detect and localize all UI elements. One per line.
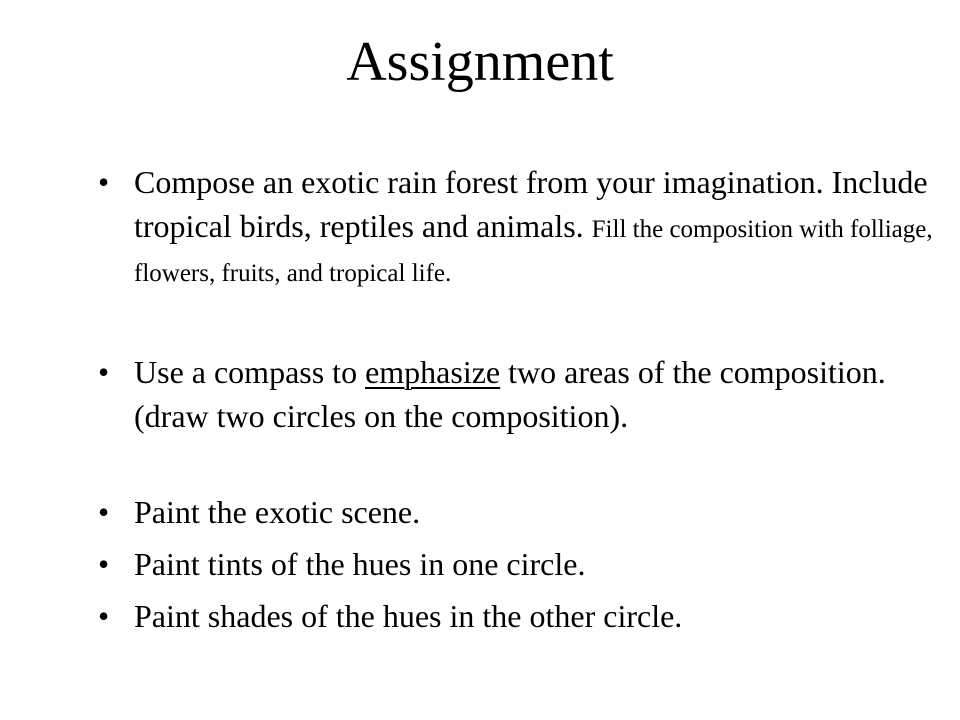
bullet-text-pre: Use a compass to (134, 354, 366, 390)
bullet-marker: • (98, 546, 110, 582)
bullet-marker: • (98, 494, 110, 530)
bullet-marker: • (98, 164, 110, 200)
slide-title: Assignment (346, 31, 614, 93)
bullet-text: Paint the exotic scene. (134, 494, 421, 530)
bullet-item-paint-scene (98, 490, 954, 534)
bullet-text: Paint shades of the hues in the other circle. (134, 598, 683, 634)
bullet-marker: • (98, 598, 110, 634)
bullet-item-compose (98, 160, 954, 292)
bullet-item-paint-tints (98, 542, 954, 586)
bullet-item-compass (98, 350, 954, 438)
bullet-item-paint-shades (98, 594, 954, 638)
bullet-text-detail: Fill the composition with folliage, flowers, fruits, and tropical life. (134, 216, 933, 287)
emphasized-word: emphasize (365, 354, 501, 390)
bullet-text-main: Compose an exotic rain forest from your imagination. Include tropical birds, reptiles and animals. (134, 164, 928, 244)
bullet-text-post: two areas of the composition. (draw two circles on the composition). (134, 354, 886, 434)
bullet-text: Paint tints of the hues in one circle. (134, 546, 586, 582)
bullet-marker: • (98, 354, 110, 390)
